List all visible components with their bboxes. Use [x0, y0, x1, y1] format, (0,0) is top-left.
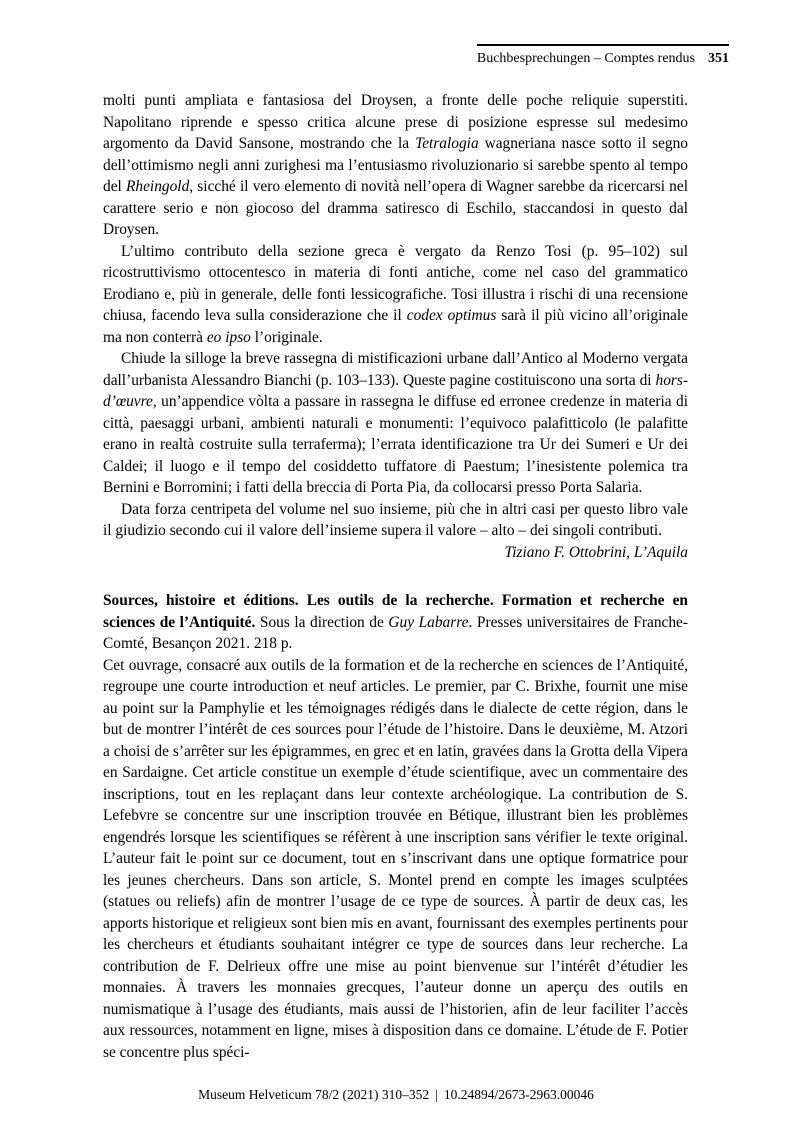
- section-title: Buchbesprechungen – Comptes rendus: [476, 51, 695, 66]
- review-labarre: [103, 590, 688, 1063]
- text-block: [103, 90, 688, 1063]
- paragraph: molti punti ampliata e fantasiosa del Droysen, a fronte delle poche reliquie superstiti. Napolitano riprende e spesso critica alcune prese di posizione espresse sul medesimo argomento da David Sansone, mostrando che la Tetralogia wagneriana nasce sotto il segno dell’ottimismo negli anni zurighesi ma l’entusiasmo rivoluzionario si sarebbe spento al tempo del Rheingold, sicché il vero elemento di novità nell’opera di Wagner sarebbe da ricercarsi nel carattere serio e non giocoso del dramma satiresco di Eschilo, staccandosi in questo dal Droysen.: [103, 92, 688, 238]
- paragraph: Cet ouvrage, consacré aux outils de la formation et de la recherche en sciences de l’Antiquité, regroupe une courte introduction et neuf articles. Le premier, par C. Brixhe, fournit une mise au point sur la Pamphylie et les témoignages rédigés dans le dialecte de cette région, dans le but de montrer l’intérêt de ces sources pour l’étude de l’histoire. Dans le deuxième, M. Atzori a choisi de s’arrêter sur les épigrammes, en grec et en latin, gravées dans la Grotta della Vipera en Sardaigne. Cet article constitue un exemple d’étude scientifique, avec un commentaire des inscriptions, tout en les replaçant dans leur contexte archéologique. La contribution de S. Lefebvre se concentre sur une inscription trouvée en Bétique, illustrant bien les problèmes engendrés lorsque les scientifiques se réfèrent à une inscription sans vérifier le texte original. L’auteur fait le point sur ce document, tout en s’inscrivant dans une optique formatrice pour les jeunes chercheurs. Dans son article, S. Montel prend en compte les images sculptées (statues ou reliefs) afin de montrer l’usage de ce type de sources. À partir de deux cas, les apports historique et religieux sont bien mis en avant, fournissant des exemples pertinents pour les chercheurs et étudiants souhaitant intégrer ce type de sources dans leur recherche. La contribution de F. Delrieux offre une mise au point bienvenue sur l’intérêt d’étudier les monnaies. À travers les monnaies grecques, l’auteur donne un aperçu des outils en numismatique à l’usage des étudiants, mais aussi de l’historien, afin de leur faciliter l’accès aux ressources, notamment en ligne, mises à disposition dans ce domaine. L’étude de F. Potier se concentre plus spéci-: [103, 656, 688, 1061]
- review-title: Sources, histoire et éditions. Les outils de la recherche. Formation et recherche en sciences de l’Antiquité. Sous la direction de Guy Labarre. Presses universitaires de Franche-Comté, Besançon 2021. 218 p.: [103, 592, 689, 652]
- footer-citation: Museum Helveticum 78/2 (2021) 310–352: [198, 1087, 430, 1102]
- paragraph: L’ultimo contributo della sezione greca è vergato da Renzo Tosi (p. 95–102) sul ricostruttivismo ottocentesco in materia di fonti antiche, come nel caso del grammatico Erodiano e, più in generale, delle fonti lessicografiche. Tosi illustra i rischi di una recensione chiusa, facendo leva sulla considerazione che il codex optimus sarà il più vicino all’originale ma non conterrà eo ipso l’originale.: [103, 242, 688, 346]
- paragraph: Data forza centripeta del volume nel suo insieme, più che in altri casi per questo libro vale il giudizio secondo cui il valore dell’insieme supera il valore – alto – dei singoli contributi.: [103, 500, 688, 539]
- footer-doi: 10.24894/2673-2963.00046: [443, 1087, 594, 1102]
- footer-separator: |: [435, 1087, 438, 1102]
- page-number: 351: [708, 51, 729, 66]
- page-footer: [0, 1086, 792, 1103]
- author-signature: Tiziano F. Ottobrini, L’Aquila: [504, 543, 688, 561]
- running-head: [477, 44, 729, 67]
- paragraph: Chiude la silloge la breve rassegna di mistificazioni urbane dall’Antico al Moderno vergata dall’urbanista Alessandro Bianchi (p. 103–133). Queste pagine costituiscono una sorta di hors-d’œuvre, un’appendice vòlta a passare in rassegna le diffuse ed erronee credenze in materia di città, paesaggi urbani, ambienti naturali e monumenti: l’equivoco palafitticolo (le palafitte erano in realtà costruite sulla terraferma); l’errata identificazione tra Ur dei Sumeri e Ur dei Caldei; il luogo e il tempo del cosiddetto tuffatore di Paestum; l’inesistente polemica tra Bernini e Borromini; i fatti della breccia di Porta Pia, da collocarsi presso Porta Salaria.: [103, 350, 688, 496]
- review-ottobrini: [103, 90, 688, 563]
